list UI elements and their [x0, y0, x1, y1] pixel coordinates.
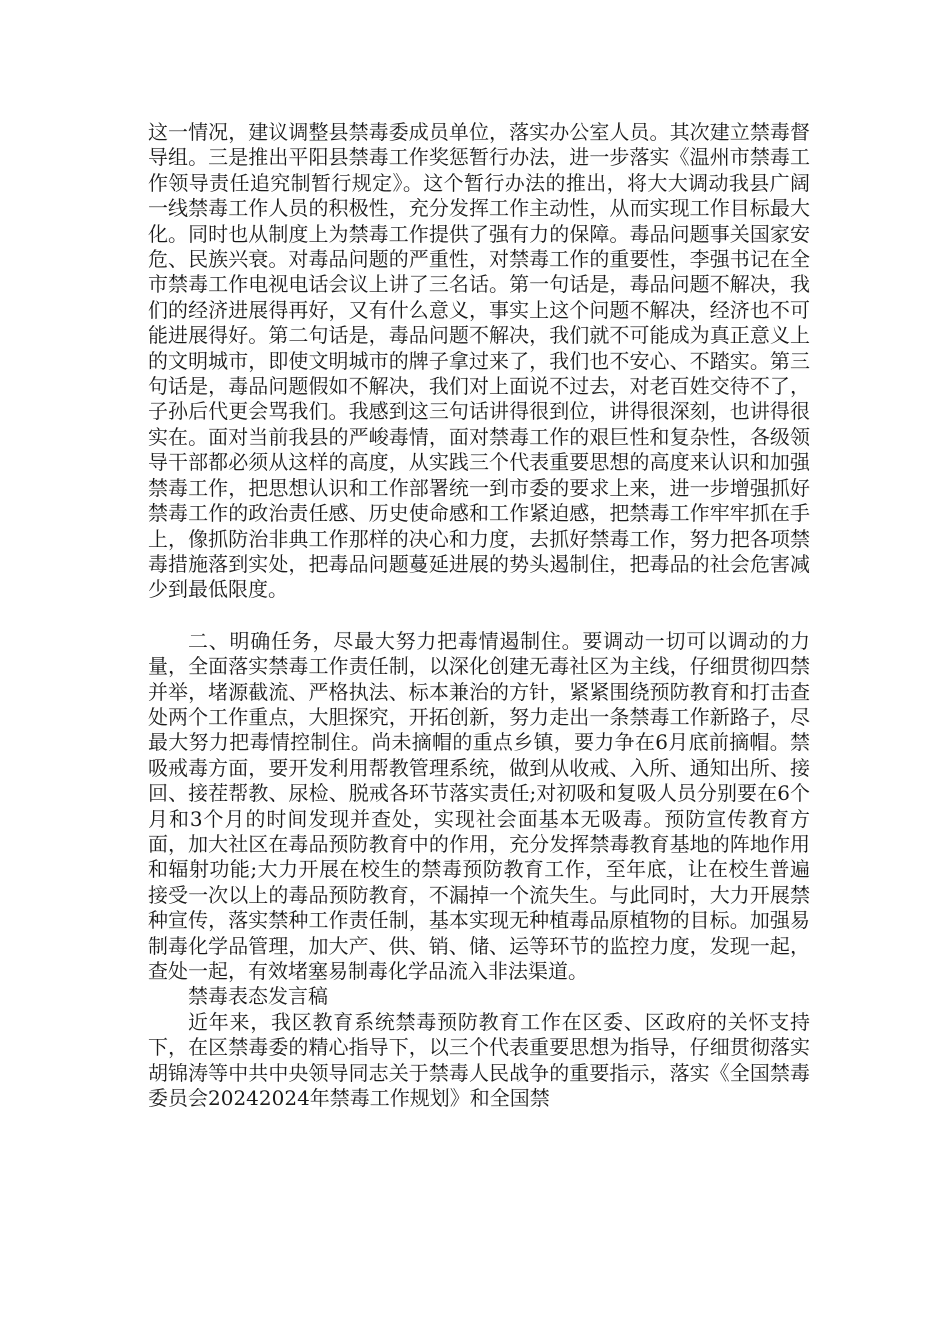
document-page — [148, 120, 810, 1111]
body-paragraph-1: 这一情况，建议调整县禁毒委成员单位，落实办公室人员。其次建立禁毒督导组。三是推出平阳县禁毒工作奖惩暂行办法，进一步落实《温州市禁毒工作领导责任追究制暂行规定》。这个暂行办法的推出，将大大调动我县广阔一线禁毒工作人员的积极性，充分发挥工作主动性，从而实现工作目标最大化。同时也从制度上为禁毒工作提供了强有力的保障。毒品问题事关国家安危、民族兴衰。对毒品问题的严重性，对禁毒工作的重要性，李强书记在全市禁毒工作电视电话会议上讲了三名话。第一句话是，毒品问题不解决，我们的经济进展得再好，又有什么意义，事实上这个问题不解决，经济也不可能进展得好。第二句话是，毒品问题不解决，我们就不可能成为真正意义上的文明城市，即使文明城市的牌子拿过来了，我们也不安心、不踏实。第三句话是，毒品问题假如不解决，我们对上面说不过去，对老百姓交待不了，子孙后代更会骂我们。我感到这三句话讲得很到位，讲得很深刻，也讲得很实在。面对当前我县的严峻毒情，面对禁毒工作的艰巨性和复杂性，各级领导干部都必须从这样的高度，从实践三个代表重要思想的高度来认识和加强禁毒工作，把思想认识和工作部署统一到市委的要求上来，进一步增强抓好禁毒工作的政治责任感、历史使命感和工作紧迫感，把禁毒工作牢牢抓在手上，像抓防治非典工作那样的决心和力度，去抓好禁毒工作，努力把各项禁毒措施落到实处，把毒品问题蔓延进展的势头遏制住，把毒品的社会危害减少到最低限度。 — [148, 120, 810, 602]
section-title: 禁毒表态发言稿 — [188, 984, 328, 1009]
section-paragraph: 近年来，我区教育系统禁毒预防教育工作在区委、区政府的关怀支持下，在区禁毒委的精心指导下，以三个代表重要思想为指导，仔细贯彻落实胡锦涛等中共中央领导同志关于禁毒人民战争的重要指示，落实《全国禁毒委员会20242024年禁毒工作规划》和全国禁 — [148, 1009, 810, 1111]
body-paragraph-2: 二、明确任务，尽最大努力把毒情遏制住。要调动一切可以调动的力量，全面落实禁毒工作责任制，以深化创建无毒社区为主线，仔细贯彻四禁并举，堵源截流、严格执法、标本兼治的方针，紧紧围绕预防教育和打击查处两个工作重点，大胆探究，开拓创新，努力走出一条禁毒工作新路子，尽最大努力把毒情控制住。尚未摘帽的重点乡镇，要力争在6月底前摘帽。禁吸戒毒方面，要开发利用帮教管理系统，做到从收戒、入所、通知出所、接回、接茬帮教、尿检、脱戒各环节落实责任;对初吸和复吸人员分别要在6个月和3个月的时间发现并查处，实现社会面基本无吸毒。预防宣传教育方面，加大社区在毒品预防教育中的作用，充分发挥禁毒教育基地的阵地作用和辐射功能;大力开展在校生的禁毒预防教育工作，至年底，让在校生普遍接受一次以上的毒品预防教育，不漏掉一个流失生。与此同时，大力开展禁种宣传，落实禁种工作责任制，基本实现无种植毒品原植物的目标。加强易制毒化学品管理，加大产、供、销、储、运等环节的监控力度，发现一起，查处一起，有效堵塞易制毒化学品流入非法渠道。 — [148, 628, 810, 983]
